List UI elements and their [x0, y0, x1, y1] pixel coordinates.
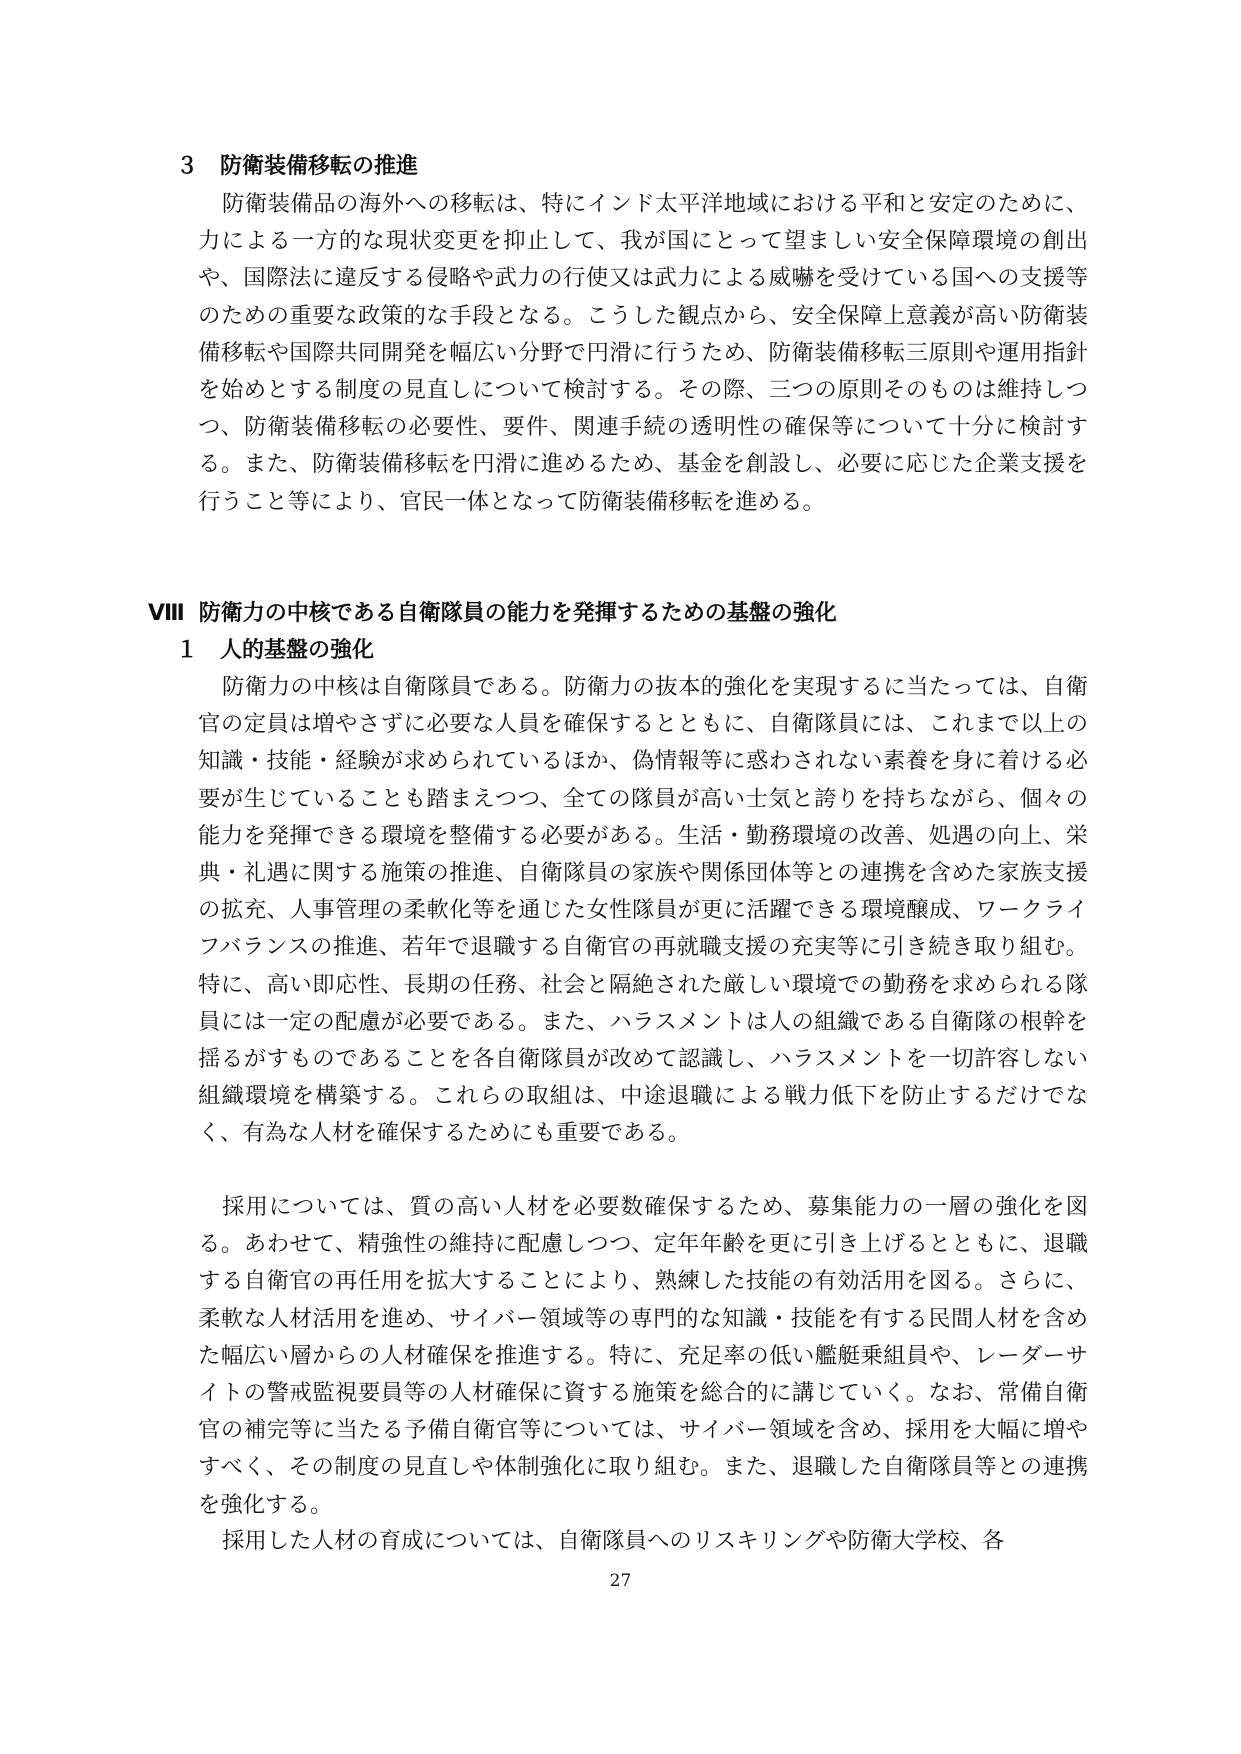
- chapter-8-heading: [148, 599, 837, 629]
- section-3-paragraph: 防衛装備品の海外への移転は、特にインド太平洋地域における平和と安定のために、力による一方的な現状変更を抑止して、我が国にとって望ましい安全保障環境の創出や、国際法に違反する侵略や武力の行使又は武力による威嚇を受けている国への支援等のための重要な政策的な手段となる。こうした観点から、安全保障上意義が高い防衛装備移転や国際共同開発を幅広い分野で円滑に行うため、防衛装備移転三原則や運用指針を始めとする制度の見直しについて検討する。その際、三つの原則そのものは維持しつつ、防衛装備移転の必要性、要件、関連手続の透明性の確保等について十分に検討する。また、防衛装備移転を円滑に進めるため、基金を創設し、必要に応じた企業支援を行うこと等により、官民一体となって防衛装備移転を進める。: [198, 191, 1088, 515]
- section-3-title: 防衛装備移転の推進: [220, 154, 419, 179]
- page-number: 27: [609, 1571, 632, 1591]
- section-1-number: １: [176, 638, 199, 663]
- chapter-8-number: Ⅷ: [148, 601, 185, 626]
- section-1-paragraph-2: 採用については、質の高い人材を必要数確保するため、募集能力の一層の強化を図る。あわせて、精強性の維持に配慮しつつ、定年年齢を更に引き上げるとともに、退職する自衛官の再任用を拡大することにより、熟練した技能の有効活用を図る。さらに、柔軟な人材活用を進め、サイバー領域等の専門的な知識・技能を有する民間人材を含めた幅広い層からの人材確保を推進する。特に、充足率の低い艦艇乗組員や、レーダーサイトの警戒監視要員等の人材確保に資する施策を総合的に講じていく。なお、常備自衛官の補完等に当たる予備自衛官等については、サイバー領域を含め、採用を大幅に増やすべく、その制度の見直しや体制強化に取り組む。また、退職した自衛隊員等との連携を強化する。: [198, 1194, 1088, 1518]
- section-3-heading: [176, 152, 418, 182]
- section-1-title: 人的基盤の強化: [220, 638, 375, 663]
- section-1-paragraph-1: 防衛力の中核は自衛隊員である。防衛力の抜本的強化を実現するに当たっては、自衛官の定員は増やさずに必要な人員を確保するとともに、自衛隊員には、これまで以上の知識・技能・経験が求められているほか、偽情報等に惑わされない素養を身に着ける必要が生じていることも踏まえつつ、全ての隊員が高い士気と誇りを持ちながら、個々の能力を発揮できる環境を整備する必要がある。生活・勤務環境の改善、処遇の向上、栄典・礼遇に関する施策の推進、自衛隊員の家族や関係団体等との連携を含めた家族支援の拡充、人事管理の柔軟化等を通じた女性隊員が更に活躍できる環境醸成、ワークライフバランスの推進、若年で退職する自衛官の再就職支援の充実等に引き続き取り組む。特に、高い即応性、長期の任務、社会と隔絶された厳しい環境での勤務を求められる隊員には一定の配慮が必要である。また、ハラスメントは人の組織である自衛隊の根幹を揺るがすものであることを各自衛隊員が改めて認識し、ハラスメントを一切許容しない組織環境を構築する。これらの取組は、中途退職による戦力低下を防止するだけでなく、有為な人材を確保するためにも重要である。: [198, 674, 1088, 1147]
- section-3-number: ３: [176, 154, 199, 179]
- section-1-heading: [176, 636, 374, 666]
- section-1-paragraph-3: 採用した人材の育成については、自衛隊員へのリスキリングや防衛大学校、各: [222, 1528, 1005, 1554]
- chapter-8-title: 防衛力の中核である自衛隊員の能力を発揮するための基盤の強化: [198, 601, 837, 626]
